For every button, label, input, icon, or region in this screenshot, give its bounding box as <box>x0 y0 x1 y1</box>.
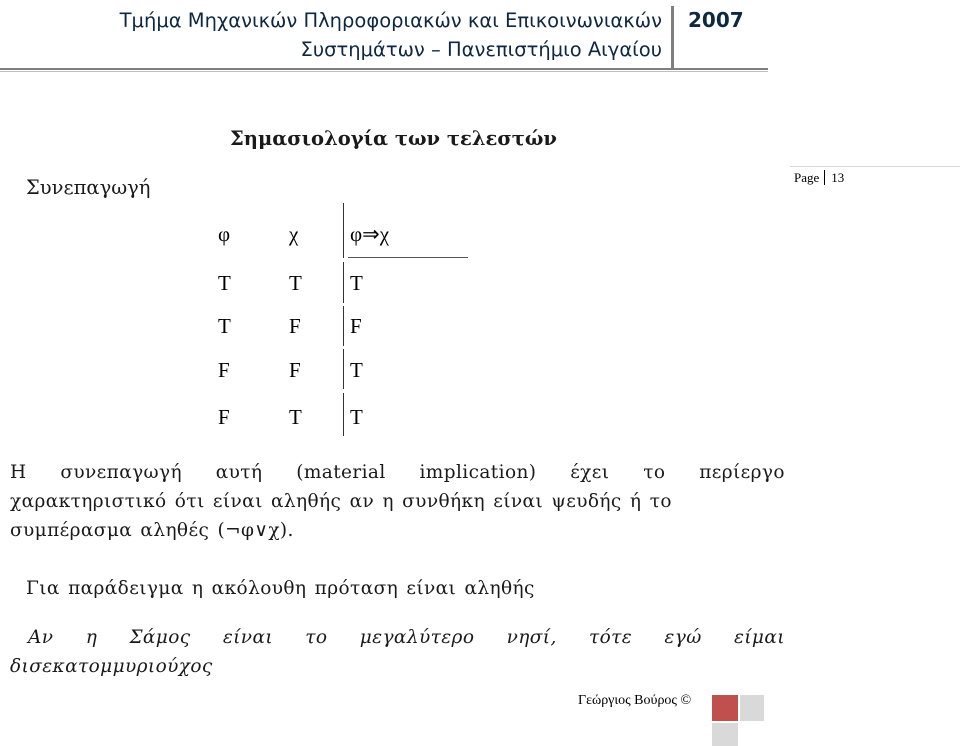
header-rule-sub <box>0 71 768 72</box>
truth-table-cell: T <box>350 271 363 295</box>
word: τότε <box>589 627 633 648</box>
word: έχει <box>570 462 610 483</box>
header-line-2: Συστημάτων – Πανεπιστήμιο Αιγαίου <box>300 38 662 61</box>
truth-table-divider <box>343 393 344 436</box>
page-marker-rule <box>790 166 960 167</box>
word: είμαι <box>733 627 785 648</box>
word: αυτή <box>215 462 263 483</box>
page-title: Σημασιολογία των τελεστών <box>230 127 557 150</box>
truth-table-divider <box>343 262 344 303</box>
word: Η <box>10 462 27 483</box>
word: συνεπαγωγή <box>60 462 182 483</box>
page-label: Page <box>794 170 820 185</box>
paragraph-example-intro: Για παράδειγμα η ακόλουθη πρόταση είναι αληθής <box>26 578 535 599</box>
example-line: δισεκατομμυριούχος <box>10 656 213 677</box>
word: Αν <box>28 627 54 648</box>
truth-table-cell: T <box>218 271 231 295</box>
word: (material <box>296 462 386 483</box>
truth-table-divider <box>343 349 344 389</box>
header-title <box>120 6 662 64</box>
paragraph-line: συμπέρασμα αληθές (¬φ∨χ). <box>10 520 294 541</box>
truth-table-cell: T <box>289 405 302 429</box>
truth-table-cell: F <box>218 405 230 429</box>
header-divider <box>671 6 674 69</box>
truth-table-cell: F <box>289 358 301 382</box>
footer-author: Γεώργιος Βούρος © <box>578 693 692 708</box>
truth-table-cell: T <box>289 271 302 295</box>
example-line <box>10 623 785 652</box>
truth-table-cell: T <box>350 358 363 382</box>
word: implication) <box>419 462 537 483</box>
word: είναι <box>222 627 273 648</box>
truth-table-cell: F <box>289 314 301 338</box>
truth-table-header: χ <box>289 222 299 246</box>
paragraph-line <box>10 458 785 487</box>
paragraph-line: χαρακτηριστικό ότι είναι αληθής αν η συνθήκη είναι ψευδής ή το <box>10 491 672 512</box>
word: το <box>643 462 666 483</box>
decor-square-gray <box>740 695 764 721</box>
paragraph-implication <box>10 458 785 545</box>
truth-table-header: φ⇒χ <box>350 222 390 246</box>
header-rule <box>0 68 768 70</box>
word: η <box>85 627 98 648</box>
truth-table-cell: F <box>350 314 362 338</box>
truth-table-cell: F <box>218 358 230 382</box>
header-year: 2007 <box>688 8 744 32</box>
word: εγώ <box>664 627 702 648</box>
word: νησί, <box>506 627 557 648</box>
truth-table-divider <box>343 203 344 258</box>
page-marker-divider <box>824 170 825 185</box>
word: περίεργο <box>699 462 785 483</box>
page-marker <box>794 170 844 186</box>
truth-table-cell: T <box>218 314 231 338</box>
truth-table-divider <box>343 306 344 346</box>
page-number: 13 <box>831 170 845 185</box>
word: Σάμος <box>129 627 191 648</box>
truth-table-header-rule <box>348 257 468 258</box>
decor-square-gray <box>712 723 738 746</box>
section-heading: Συνεπαγωγή <box>26 176 151 199</box>
decor-square-red <box>712 695 738 721</box>
example-sentence <box>10 623 785 681</box>
truth-table-cell: T <box>350 405 363 429</box>
header-line-1: Τμήμα Μηχανικών Πληροφοριακών και Επικοινωνιακών <box>119 9 662 32</box>
truth-table-header: φ <box>218 222 231 246</box>
word: το <box>305 627 328 648</box>
word: μεγαλύτερο <box>359 627 475 648</box>
